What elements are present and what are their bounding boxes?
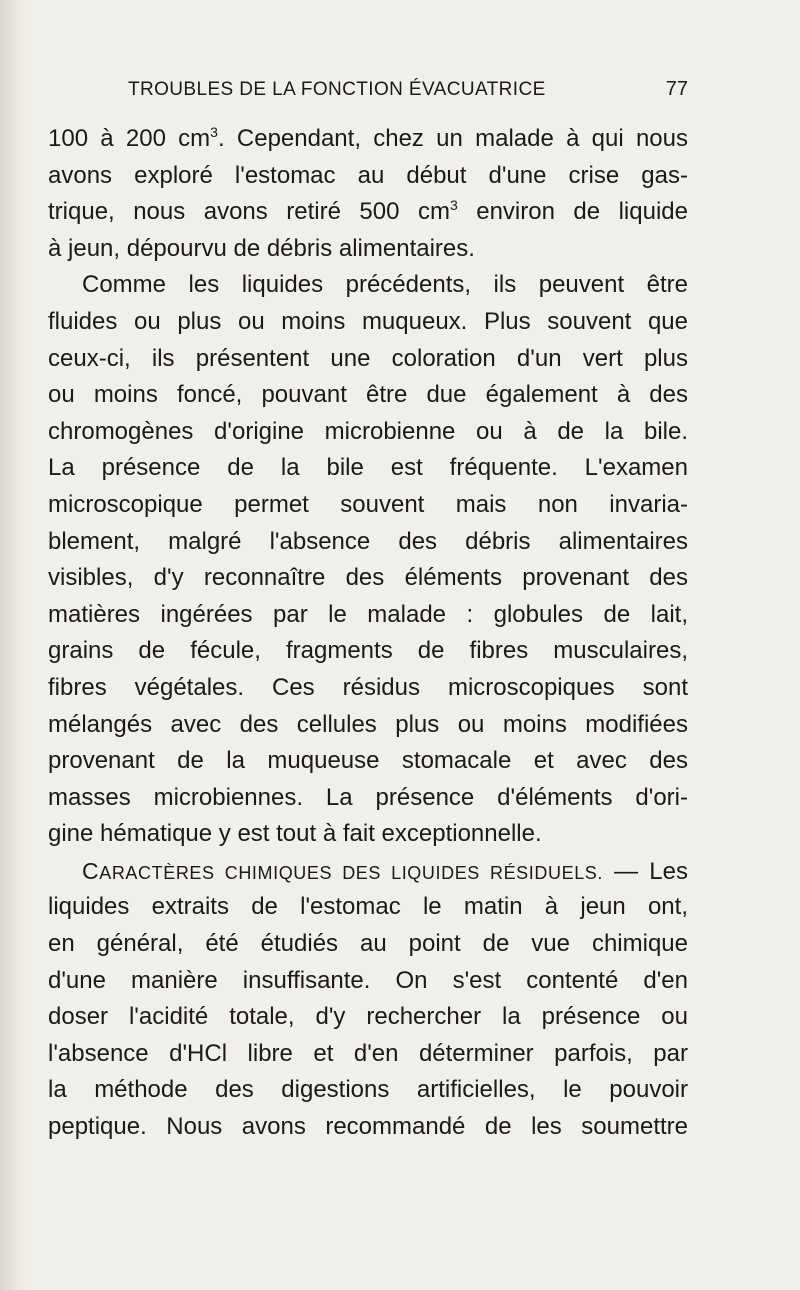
text-line-6: fluides ou plus ou moins muqueux. Plus souvent que [48,307,688,335]
text-line-18: provenant de la muqueuse stomacale et avec des [48,747,688,775]
running-header [128,78,688,104]
section-heading-initial: C [82,857,100,884]
section-heading [82,857,604,884]
text-line-2: avons exploré l'estomac au début d'une crise gas- [48,161,688,189]
text-line-7: ceux-ci, ils présentent une coloration d'un vert plus [48,344,688,372]
text-line-23: en général, été étudiés au point de vue chimique [48,930,688,958]
text-line-26: l'absence d'HCl libre et d'en déterminer parfois, par [48,1039,688,1067]
text-line-25: doser l'acidité totale, d'y rechercher la présence ou [48,1003,688,1031]
page-number: 77 [665,78,688,100]
text-line-4: à jeun, dépourvu de débris alimentaires. [48,234,475,262]
text-line-8: ou moins foncé, pouvant être due également à des [48,381,688,409]
text-line-13: visibles, d'y reconnaître des éléments provenant des [48,564,688,592]
text-line-24: d'une manière insuffisante. On s'est contenté d'en [48,966,688,994]
text-line-15: grains de fécule, fragments de fibres musculaires, [48,637,688,665]
text-line-9: chromogènes d'origine microbienne ou à de la bile. [48,417,688,445]
text-line-3 [48,194,688,231]
text-line-3-start: trique, nous avons retiré 500 cm [48,198,450,226]
text-line-1 [48,121,688,158]
text-line-10: La présence de la bile est fréquente. L'examen [48,454,688,482]
text-line-17: mélangés avec des cellules plus ou moins modifiées [48,710,688,738]
cubic-superscript: 3 [449,197,458,214]
page-binding-edge [0,0,26,1290]
text-line-11: microscopique permet souvent mais non invaria- [48,490,688,518]
text-line-14: matières ingérées par le malade : globules de lait, [48,600,688,628]
section-heading-tail: — Les [603,857,688,885]
text-line-20: gine hématique y est tout à fait exceptionnelle. [48,820,542,848]
section-heading-text: ARACTÈRES CHIMIQUES DES LIQUIDES RÉSIDUELS. [99,862,604,883]
text-line-28: peptique. Nous avons recommandé de les soumettre [48,1113,688,1141]
text-line-12: blement, malgré l'absence des débris alimentaires [48,527,688,555]
cubic-superscript: 3 [210,124,218,140]
header-title: TROUBLES DE LA FONCTION ÉVACUATRICE [128,79,546,100]
text-line-16: fibres végétales. Ces résidus microscopiques sont [48,673,688,701]
body-text [48,121,688,1146]
section-heading-line [48,853,688,890]
text-line-3-end: environ de liquide [457,198,688,226]
text-line-22: liquides extraits de l'estomac le matin à jeun ont, [48,893,688,921]
text-line-1-start: 100 à 200 cm [48,125,211,152]
text-line-1-end: . Cependant, chez un malade à qui nous [217,125,688,152]
text-line-27: la méthode des digestions artificielles, le pouvoir [48,1076,688,1104]
text-line-19: masses microbiennes. La présence d'éléments d'ori- [48,783,688,811]
paragraph-start-line: Comme les liquides précédents, ils peuvent être [82,271,688,299]
